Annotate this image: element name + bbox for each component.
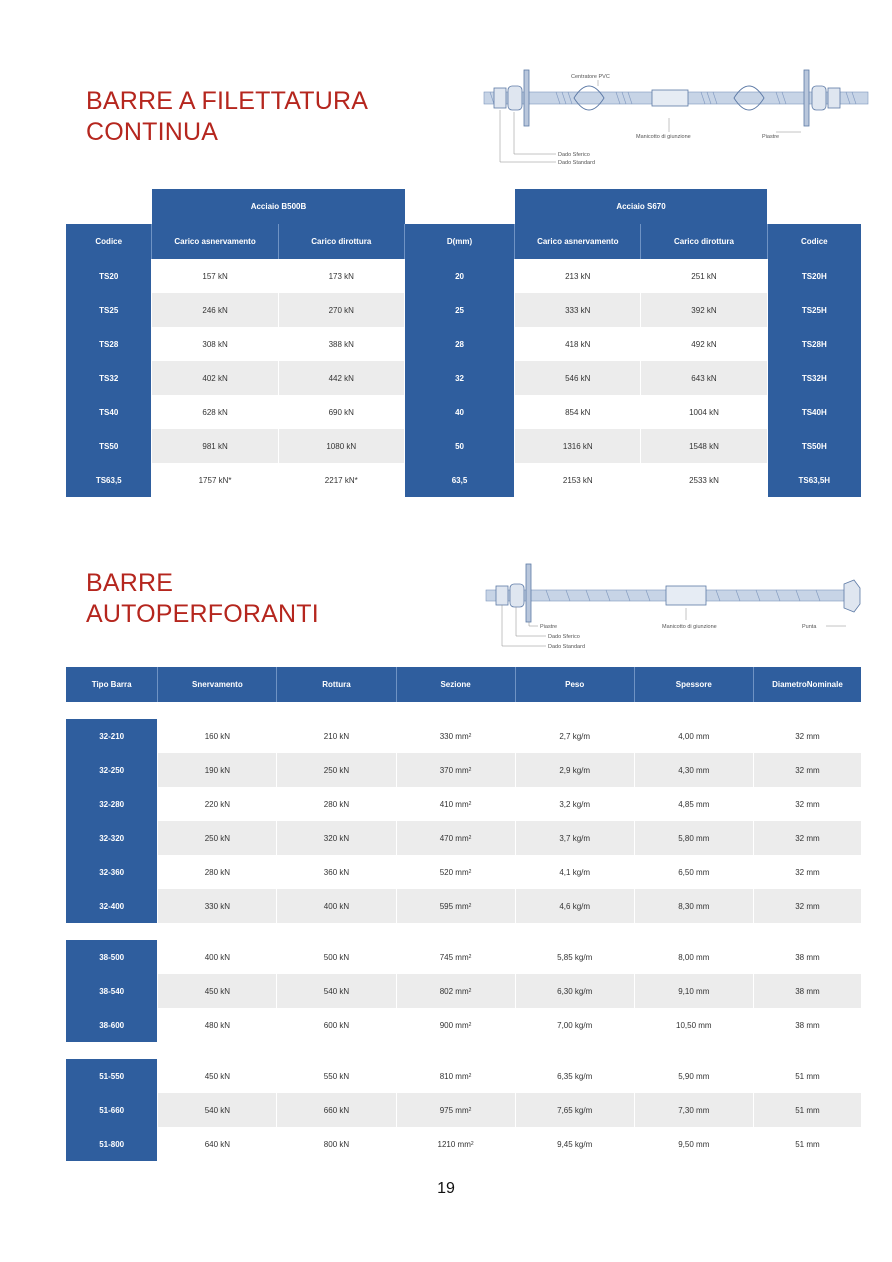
cell-snerv-h: 854 kN — [515, 395, 641, 429]
cell-code-h: TS50H — [768, 429, 861, 463]
table-row — [66, 889, 861, 923]
cell-text: 660 kN — [323, 1105, 350, 1115]
cell-text: 210 kN — [323, 731, 350, 741]
cell-sezione: 470 mm 2 — [397, 821, 516, 855]
table-autoperforanti — [66, 667, 861, 1161]
cell-diam — [754, 974, 861, 1008]
table-row — [66, 974, 861, 1008]
cell-snerv — [158, 974, 277, 1008]
self-drilling-bar-diagram — [476, 556, 880, 654]
cell-snerv-h: 333 kN — [515, 293, 641, 327]
cell-diam — [754, 719, 861, 753]
cell-sezione: 900 mm 2 — [397, 1008, 516, 1042]
cell-text: 10,50 mm — [676, 1020, 712, 1030]
table-row — [66, 1059, 861, 1093]
cell-text: 470 mm — [439, 833, 469, 843]
cell-snerv: 246 kN — [152, 293, 278, 327]
cell-diam — [754, 753, 861, 787]
table-row — [66, 361, 861, 395]
cell-d: 25 — [405, 293, 515, 327]
cell-tipo — [66, 1127, 158, 1161]
cell-text: 32 mm — [795, 867, 820, 877]
cell-d: 40 — [405, 395, 515, 429]
label-manicotto: Manicotto di giunzione — [636, 134, 691, 140]
header-carico-snervamento-s670: Carico a snervamento — [515, 224, 641, 259]
cell-text: 450 kN — [204, 986, 231, 996]
cell-tipo — [66, 1093, 158, 1127]
header-rottura: Rottura — [277, 667, 396, 702]
header-sezione: Sezione — [397, 667, 516, 702]
cell-code: TS63,5 — [66, 463, 152, 497]
cell-snerv — [158, 719, 277, 753]
cell-text: 32 mm — [795, 833, 820, 843]
cell-text: 5,80 mm — [678, 833, 710, 843]
cell-text: 51 mm — [795, 1139, 820, 1149]
cell-spessore — [635, 940, 754, 974]
cell-snerv: 308 kN — [152, 327, 278, 361]
title-line-2: AUTOPERFORANTI — [86, 600, 319, 628]
cell-spessore — [635, 1059, 754, 1093]
cell-text: 800 kN — [323, 1139, 350, 1149]
cell-text: 3,2 kg/m — [559, 799, 591, 809]
table-row — [66, 1008, 861, 1042]
cell-rott-h: 492 kN — [641, 327, 767, 361]
cell-spessore — [635, 1127, 754, 1161]
cell-text: 975 mm — [439, 1105, 469, 1115]
cell-text: 38 mm — [795, 1020, 820, 1030]
cell-rott — [277, 1059, 396, 1093]
cell-tipo — [66, 753, 158, 787]
title-line-1: BARRE — [86, 569, 174, 597]
cell-peso — [516, 753, 635, 787]
cell-text: 32-360 — [99, 867, 125, 877]
cell-tipo — [66, 787, 158, 821]
cell-code: TS40 — [66, 395, 152, 429]
table-row — [66, 787, 861, 821]
cell-text: 810 mm — [439, 1071, 469, 1081]
cell-peso — [516, 889, 635, 923]
cell-peso — [516, 821, 635, 855]
cell-text: 51 mm — [795, 1071, 820, 1081]
header-carico-rottura: Carico di rottura — [279, 224, 405, 259]
cell-spessore — [635, 753, 754, 787]
cell-diam — [754, 940, 861, 974]
cell-rott — [277, 787, 396, 821]
cell-snerv — [158, 1008, 277, 1042]
cell-text: 38-500 — [99, 952, 125, 962]
cell-text: 900 mm — [439, 1020, 469, 1030]
table-row — [66, 719, 861, 753]
cell-text: 3,7 kg/m — [559, 833, 591, 843]
cell-rott — [277, 940, 396, 974]
group-spacer — [66, 702, 861, 719]
table-row — [66, 940, 861, 974]
cell-text: 4,30 mm — [678, 765, 710, 775]
cell-text: 400 kN — [323, 901, 350, 911]
cell-rott — [277, 1008, 396, 1042]
cell-snerv — [158, 787, 277, 821]
cell-text: 38 mm — [795, 952, 820, 962]
cell-code-h: TS63,5H — [768, 463, 861, 497]
header-diametro: D (mm) — [405, 224, 515, 259]
cell-tipo — [66, 719, 158, 753]
cell-text: 250 kN — [323, 765, 350, 775]
cell-snerv: 157 kN — [152, 259, 278, 293]
table-row — [66, 1127, 861, 1161]
title-line-2: CONTINUA — [86, 118, 219, 146]
cell-spessore — [635, 821, 754, 855]
label-dado-sferico: Dado Sferico — [558, 152, 590, 158]
header-carico-snervamento: Carico a snervamento — [152, 224, 278, 259]
title-line-1: BARRE A FILETTATURA — [86, 87, 369, 115]
cell-rott-h: 392 kN — [641, 293, 767, 327]
label-punta: Punta — [802, 624, 817, 630]
cell-text: 5,85 kg/m — [557, 952, 593, 962]
cell-snerv — [158, 1093, 277, 1127]
cell-tipo — [66, 855, 158, 889]
group-acciaio-s670: Acciaio S670 — [515, 189, 767, 224]
cell-text: 802 mm — [439, 986, 469, 996]
cell-text: 38 mm — [795, 986, 820, 996]
cell-text: 7,30 mm — [678, 1105, 710, 1115]
cell-snerv: 1757 kN* — [152, 463, 278, 497]
cell-code: TS25 — [66, 293, 152, 327]
cell-rott: 442 kN — [279, 361, 405, 395]
cell-snerv — [158, 753, 277, 787]
table-row — [66, 327, 861, 361]
cell-diam — [754, 889, 861, 923]
cell-text: 32-280 — [99, 799, 125, 809]
cell-peso — [516, 1127, 635, 1161]
table-body — [66, 259, 861, 497]
cell-code-h: TS28H — [768, 327, 861, 361]
table-header-row — [66, 667, 861, 702]
group-spacer — [66, 923, 861, 940]
cell-rott: 388 kN — [279, 327, 405, 361]
cell-text: 360 kN — [323, 867, 350, 877]
table-row — [66, 821, 861, 855]
cell-diam — [754, 787, 861, 821]
cell-tipo — [66, 821, 158, 855]
cell-code: TS28 — [66, 327, 152, 361]
page-number: 19 — [437, 1180, 455, 1197]
cell-snerv-h: 213 kN — [515, 259, 641, 293]
table-row — [66, 463, 861, 497]
cell-text: 38-540 — [99, 986, 125, 996]
cell-snerv: 628 kN — [152, 395, 278, 429]
table-row — [66, 293, 861, 327]
cell-snerv — [158, 1059, 277, 1093]
cell-rott: 173 kN — [279, 259, 405, 293]
cell-snerv — [158, 855, 277, 889]
cell-sezione: 975 mm 2 — [397, 1093, 516, 1127]
cell-text: 51-660 — [99, 1105, 125, 1115]
label-manicotto: Manicotto di giunzione — [662, 624, 717, 630]
cell-sezione: 1210 mm 2 — [397, 1127, 516, 1161]
cell-text: 500 kN — [323, 952, 350, 962]
header-diametro-nominale: Diametro Nominale — [772, 680, 843, 689]
cell-peso — [516, 940, 635, 974]
cell-text: 220 kN — [204, 799, 231, 809]
self-drilling-bar-illustration — [476, 556, 880, 654]
header-codice: Codice — [66, 224, 152, 259]
cell-text: 370 mm — [439, 765, 469, 775]
cell-code: TS32 — [66, 361, 152, 395]
cell-d: 50 — [405, 429, 515, 463]
cell-snerv — [158, 1127, 277, 1161]
cell-d: 28 — [405, 327, 515, 361]
cell-spessore — [635, 855, 754, 889]
cell-text: 51 mm — [795, 1105, 820, 1115]
label-centratore: Centratore PVC — [571, 74, 610, 80]
cell-snerv-h: 546 kN — [515, 361, 641, 395]
cell-text: 2,9 kg/m — [559, 765, 591, 775]
cell-diam — [754, 1093, 861, 1127]
table-row — [66, 395, 861, 429]
cell-d: 63,5 — [405, 463, 515, 497]
cell-text: 540 kN — [323, 986, 350, 996]
cell-text: 1210 mm — [437, 1139, 471, 1149]
cell-snerv-h: 2153 kN — [515, 463, 641, 497]
cell-rott — [277, 855, 396, 889]
cell-sezione: 330 mm 2 — [397, 719, 516, 753]
cell-text: 4,85 mm — [678, 799, 710, 809]
header-codice-s670: Codice — [800, 237, 828, 246]
cell-text: 9,10 mm — [678, 986, 710, 996]
cell-text: 595 mm — [439, 901, 469, 911]
cell-rott — [277, 1127, 396, 1161]
cell-text: 4,00 mm — [678, 731, 710, 741]
cell-peso — [516, 1008, 635, 1042]
label-dado-sferico: Dado Sferico — [548, 634, 580, 640]
cell-rott — [277, 889, 396, 923]
cell-diam — [754, 1008, 861, 1042]
table-header-row — [66, 224, 861, 259]
cell-snerv — [158, 821, 277, 855]
label-piastre: Piastre — [762, 134, 780, 140]
cell-rott-h: 643 kN — [641, 361, 767, 395]
table-body — [66, 702, 861, 1161]
cell-diam — [754, 855, 861, 889]
cell-rott — [277, 974, 396, 1008]
header-snervamento: Snervamento — [158, 667, 277, 702]
table-row — [66, 1093, 861, 1127]
cell-sezione: 595 mm 2 — [397, 889, 516, 923]
cell-spessore — [635, 787, 754, 821]
label-piastre: Piastre — [540, 624, 558, 630]
cell-text: 520 mm — [439, 867, 469, 877]
cell-rott: 2217 kN* — [279, 463, 405, 497]
cell-sezione: 810 mm 2 — [397, 1059, 516, 1093]
cell-peso — [516, 855, 635, 889]
cell-text: 32-320 — [99, 833, 125, 843]
cell-snerv — [158, 940, 277, 974]
cell-text: 4,6 kg/m — [559, 901, 591, 911]
cell-code-h: TS20H — [768, 259, 861, 293]
threaded-bar-diagram — [476, 62, 880, 170]
cell-spessore — [635, 889, 754, 923]
cell-text: 330 mm — [439, 731, 469, 741]
cell-text: 7,00 kg/m — [557, 1020, 593, 1030]
cell-rott — [277, 1093, 396, 1127]
cell-text: 9,45 kg/m — [557, 1139, 593, 1149]
cell-text: 32 mm — [795, 765, 820, 775]
cell-text: 480 kN — [204, 1020, 231, 1030]
cell-rott-h: 2533 kN — [641, 463, 767, 497]
table-group-header-row — [66, 189, 861, 224]
header-carico-rottura-s670: Carico di rottura — [641, 224, 767, 259]
cell-tipo — [66, 889, 158, 923]
cell-text: 32 mm — [795, 731, 820, 741]
cell-code: TS20 — [66, 259, 152, 293]
label-dado-standard: Dado Standard — [558, 160, 595, 166]
header-peso: Peso — [516, 667, 635, 702]
cell-text: 32-400 — [99, 901, 125, 911]
cell-text: 7,65 kg/m — [557, 1105, 593, 1115]
cell-snerv-h: 1316 kN — [515, 429, 641, 463]
cell-text: 450 kN — [204, 1071, 231, 1081]
cell-sezione: 745 mm 2 — [397, 940, 516, 974]
cell-spessore — [635, 1093, 754, 1127]
cell-code-h: TS40H — [768, 395, 861, 429]
cell-spessore — [635, 974, 754, 1008]
cell-snerv — [158, 889, 277, 923]
cell-diam — [754, 1127, 861, 1161]
cell-text: 250 kN — [204, 833, 231, 843]
label-dado-standard: Dado Standard — [548, 644, 585, 650]
cell-text: 32-250 — [99, 765, 125, 775]
cell-rott — [277, 821, 396, 855]
cell-code-h: TS25H — [768, 293, 861, 327]
cell-text: 6,50 mm — [678, 867, 710, 877]
cell-tipo — [66, 1059, 158, 1093]
cell-text: 38-600 — [99, 1020, 125, 1030]
cell-text: 32 mm — [795, 901, 820, 911]
cell-rott: 270 kN — [279, 293, 405, 327]
table-filettatura — [66, 189, 861, 497]
group-acciaio-b500b: Acciaio B500B — [152, 189, 405, 224]
cell-text: 9,50 mm — [678, 1139, 710, 1149]
cell-text: 4,1 kg/m — [559, 867, 591, 877]
cell-rott: 690 kN — [279, 395, 405, 429]
header-spessore: Spessore — [635, 667, 754, 702]
cell-rott-h: 1004 kN — [641, 395, 767, 429]
cell-sezione: 370 mm 2 — [397, 753, 516, 787]
cell-text: 745 mm — [439, 952, 469, 962]
cell-text: 2,7 kg/m — [559, 731, 591, 741]
cell-d: 32 — [405, 361, 515, 395]
cell-text: 32 mm — [795, 799, 820, 809]
header-tipo-barra: Tipo Barra — [66, 667, 158, 702]
cell-text: 190 kN — [204, 765, 231, 775]
cell-text: 6,35 kg/m — [557, 1071, 593, 1081]
cell-peso — [516, 719, 635, 753]
cell-snerv-h: 418 kN — [515, 327, 641, 361]
cell-text: 640 kN — [204, 1139, 231, 1149]
cell-text: 6,30 kg/m — [557, 986, 593, 996]
cell-text: 8,30 mm — [678, 901, 710, 911]
cell-code-h: TS32H — [768, 361, 861, 395]
cell-text: 320 kN — [323, 833, 350, 843]
cell-text: 410 mm — [439, 799, 469, 809]
cell-snerv: 981 kN — [152, 429, 278, 463]
cell-rott — [277, 719, 396, 753]
cell-d: 20 — [405, 259, 515, 293]
cell-rott: 1080 kN — [279, 429, 405, 463]
cell-text: 540 kN — [204, 1105, 231, 1115]
table-row — [66, 429, 861, 463]
cell-text: 330 kN — [204, 901, 231, 911]
table-row — [66, 753, 861, 787]
cell-spessore — [635, 1008, 754, 1042]
threaded-bar-illustration — [476, 62, 880, 170]
cell-spessore — [635, 719, 754, 753]
cell-text: 160 kN — [204, 731, 231, 741]
cell-sezione: 802 mm 2 — [397, 974, 516, 1008]
cell-peso — [516, 1093, 635, 1127]
cell-text: 600 kN — [323, 1020, 350, 1030]
cell-text: 8,00 mm — [678, 952, 710, 962]
cell-sezione: 520 mm 2 — [397, 855, 516, 889]
cell-rott-h: 1548 kN — [641, 429, 767, 463]
cell-text: 32-210 — [99, 731, 125, 741]
cell-code: TS50 — [66, 429, 152, 463]
cell-text: 51-800 — [99, 1139, 125, 1149]
cell-tipo — [66, 1008, 158, 1042]
cell-peso — [516, 974, 635, 1008]
cell-tipo — [66, 940, 158, 974]
cell-diam — [754, 821, 861, 855]
cell-sezione: 410 mm 2 — [397, 787, 516, 821]
cell-diam — [754, 1059, 861, 1093]
group-spacer — [66, 1042, 861, 1059]
cell-text: 51-550 — [99, 1071, 125, 1081]
table-row — [66, 855, 861, 889]
cell-text: 550 kN — [323, 1071, 350, 1081]
cell-text: 400 kN — [204, 952, 231, 962]
cell-rott — [277, 753, 396, 787]
section-title-filettatura — [86, 86, 368, 148]
section-title-autoperforanti — [86, 568, 319, 630]
cell-peso — [516, 787, 635, 821]
cell-rott-h: 251 kN — [641, 259, 767, 293]
table-row — [66, 259, 861, 293]
cell-text: 280 kN — [204, 867, 231, 877]
cell-tipo — [66, 974, 158, 1008]
cell-snerv: 402 kN — [152, 361, 278, 395]
cell-text: 5,90 mm — [678, 1071, 710, 1081]
cell-text: 280 kN — [323, 799, 350, 809]
cell-peso — [516, 1059, 635, 1093]
